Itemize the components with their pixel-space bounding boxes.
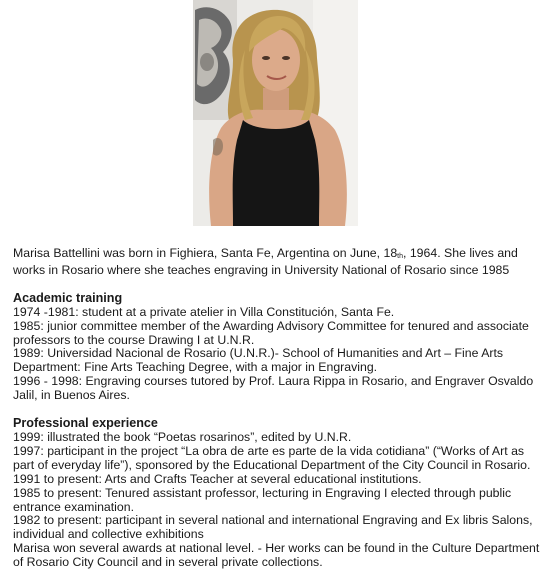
professional-item: Marisa won several awards at national level. - Her works can be found in the Culture Department of Rosario City Council and in several private collections.: [13, 541, 540, 570]
professional-item: 1985 to present: Tenured assistant professor, lecturing in Engraving I elected through public entrance examination.: [13, 485, 512, 514]
professional-section: [13, 417, 541, 570]
professional-item: 1982 to present: participant in several national and international Engraving and Ex libris Salons, individual and collective exhibitions: [13, 513, 533, 542]
academic-item: 1996 - 1998: Engraving courses tutored by Prof. Laura Rippa in Rosario, and Engraver Osvaldo Jalil, in Buenos Aires.: [13, 374, 534, 403]
academic-item: 1985: junior committee member of the Awarding Advisory Committee for tenured and associate professors to the course Drawing I at U.N.R.: [13, 318, 529, 347]
portrait-illustration: [193, 0, 358, 226]
intro-text-part1: Marisa Battellini was born in Fighiera, Santa Fe, Argentina on June, 18: [13, 246, 398, 260]
bio-content: [13, 247, 541, 584]
academic-section: [13, 292, 541, 403]
academic-item: 1989: Universidad Nacional de Rosario (U.N.R.)- School of Humanities and Art – Fine Arts Department: Fine Arts Teaching Degree, with a major in Engraving.: [13, 346, 504, 375]
professional-item: 1991 to present: Arts and Crafts Teacher at several educational institutions.: [13, 471, 422, 486]
portrait-photo: [193, 0, 358, 226]
professional-heading: Professional experience: [13, 416, 158, 431]
professional-item: 1997: participant in the project “La obra de arte es parte de la vida cotidiana” (“Works of Art as part of everyday life”), sponsored by the Educational Department of the City Council in Rosario.: [13, 443, 531, 472]
intro-paragraph: [13, 247, 541, 278]
academic-heading: Academic training: [13, 290, 123, 305]
academic-item: 1974 -1981: student at a private atelier in Villa Constitución, Santa Fe.: [13, 304, 395, 319]
intro-ordinal-suffix: th: [397, 253, 403, 260]
intro-text-part2: , 1964. She lives and works in Rosario where she teaches engraving in University National of Rosario since 1985: [13, 246, 518, 277]
professional-item: 1999: illustrated the book “Poetas rosarinos”, edited by U.N.R.: [13, 429, 352, 444]
